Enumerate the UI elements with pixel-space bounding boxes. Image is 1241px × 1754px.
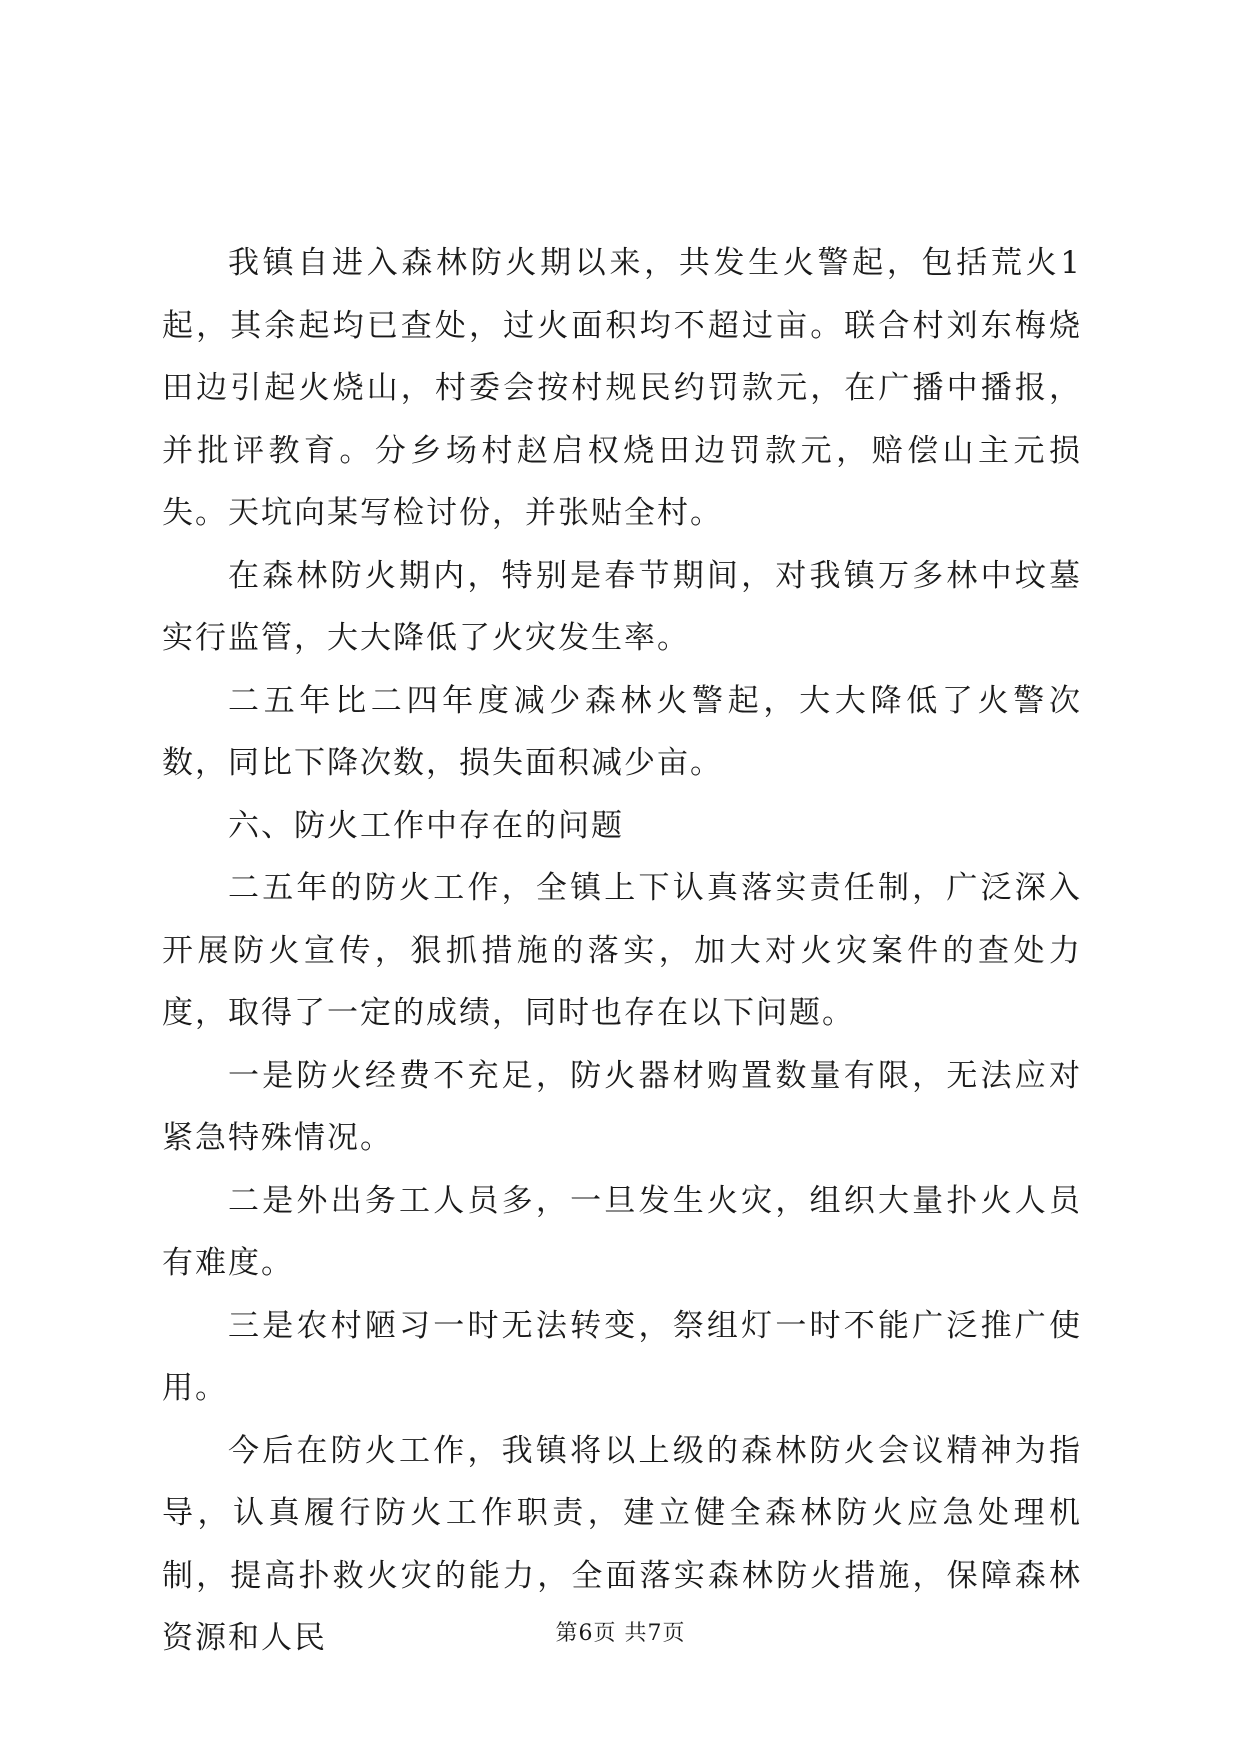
paragraph: 一是防火经费不充足，防火器材购置数量有限，无法应对紧急特殊情况。	[162, 1057, 1082, 1156]
paragraph: 在森林防火期内，特别是春节期间，对我镇万多林中坟墓实行监管，大大降低了火灾发生率。	[162, 557, 1082, 656]
paragraph: 二是外出务工人员多，一旦发生火灾，组织大量扑火人员有难度。	[162, 1182, 1082, 1281]
paragraph: 二五年的防火工作，全镇上下认真落实责任制，广泛深入开展防火宣传，狠抓措施的落实，加大对火灾案件的查处力度，取得了一定的成绩，同时也存在以下问题。	[162, 870, 1082, 1031]
paragraph: 三是农村陋习一时无法转变，祭组灯一时不能广泛推广使用。	[162, 1307, 1082, 1406]
document-body	[162, 232, 1082, 1670]
paragraph: 二五年比二四年度减少森林火警起，大大降低了火警次数，同比下降次数，损失面积减少亩。	[162, 682, 1082, 781]
paragraph: 今后在防火工作，我镇将以上级的森林防火会议精神为指导，认真履行防火工作职责，建立健全森林防火应急处理机制，提高扑救火灾的能力，全面落实森林防火措施，保障森林资源和人民	[162, 1432, 1082, 1656]
paragraph: 我镇自进入森林防火期以来，共发生火警起，包括荒火1起，其余起均已查处，过火面积均不超过亩。联合村刘东梅烧田边引起火烧山，村委会按村规民约罚款元，在广播中播报，并批评教育。分乡场村赵启权烧田边罚款元，赔偿山主元损失。天坑向某写检讨份，并张贴全村。	[162, 245, 1082, 531]
section-heading: 六、防火工作中存在的问题	[228, 807, 624, 844]
page-number-footer: 第6页 共7页	[555, 1621, 686, 1646]
